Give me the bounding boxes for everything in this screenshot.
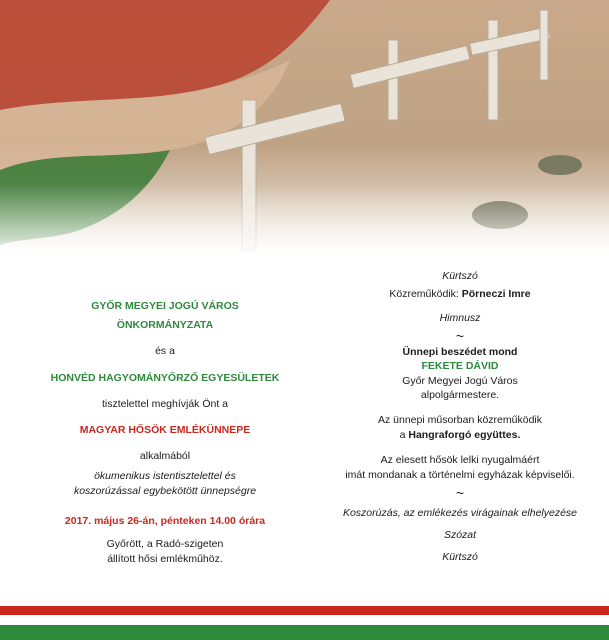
red-stripe <box>0 606 609 615</box>
program-item-wreath: Koszorúzás, az emlékezés virágainak elhelyezése <box>342 507 578 519</box>
and-text: és a <box>155 345 175 357</box>
right-column <box>320 262 600 564</box>
event-date: 2017. május 26-án, pénteken 14.00 órára <box>64 515 266 527</box>
speech-text: Ünnepi beszédet mond <box>402 346 518 358</box>
speaker-name: FEKETE DÁVID <box>421 360 499 372</box>
organizer-1-line-2: ÖNKORMÁNYZATA <box>116 319 214 331</box>
program-group: Hangraforgó együttes. <box>408 429 521 441</box>
white-stripe <box>0 615 609 625</box>
tricolor-footer <box>0 606 609 640</box>
event-title: MAGYAR HŐSÖK EMLÉKÜNNEPE <box>79 424 251 436</box>
program-prefix: a <box>399 429 409 441</box>
description-line-1: ökumenikus istentisztelettel és <box>94 470 236 482</box>
invite-text: tisztelettel meghívják Önt a <box>101 398 229 410</box>
organizer-1-line-1: GYŐR MEGYEI JOGÚ VÁROS <box>91 300 239 312</box>
program-item-szozat: Szózat <box>443 529 477 541</box>
contributor-name: Pörneczi Imre <box>461 288 531 300</box>
invitation-content <box>0 262 609 607</box>
contributor-label: Közreműködik: <box>389 288 462 300</box>
contributor-line <box>320 287 600 301</box>
speaker-role-line-1: Győr Megyei Jogú Város <box>402 375 518 387</box>
header-photo <box>0 0 609 262</box>
speaker-role-line-2: alpolgármestere. <box>420 389 500 401</box>
program-item-bugle-1: Kürtszó <box>442 270 478 282</box>
separator-1: ~ <box>455 328 465 344</box>
place-line-2: állított hősi emlékműhöz. <box>107 553 223 565</box>
description-line-2: koszorúzással egybekötött ünnepségre <box>73 485 257 497</box>
occasion-text: alkalmából <box>139 450 191 462</box>
green-stripe <box>0 625 609 640</box>
organizer-2: HONVÉD HAGYOMÁNYŐRZŐ EGYESÜLETEK <box>50 372 280 384</box>
prayer-line-1: Az elesett hősök lelki nyugalmáért <box>380 454 540 466</box>
place-line-1: Győrött, a Radó-szigeten <box>106 538 224 550</box>
separator-2: ~ <box>455 485 465 501</box>
program-item-bugle-2: Kürtszó <box>442 551 478 563</box>
program-line-1: Az ünnepi műsorban közreműködik <box>377 414 542 426</box>
left-column <box>20 262 310 566</box>
program-line-2 <box>320 428 600 442</box>
cemetery-crosses-flag-photo <box>0 0 609 262</box>
prayer-line-2: imát mondanak a történelmi egyházak képviselői. <box>345 469 575 481</box>
program-item-anthem: Himnusz <box>439 312 481 324</box>
